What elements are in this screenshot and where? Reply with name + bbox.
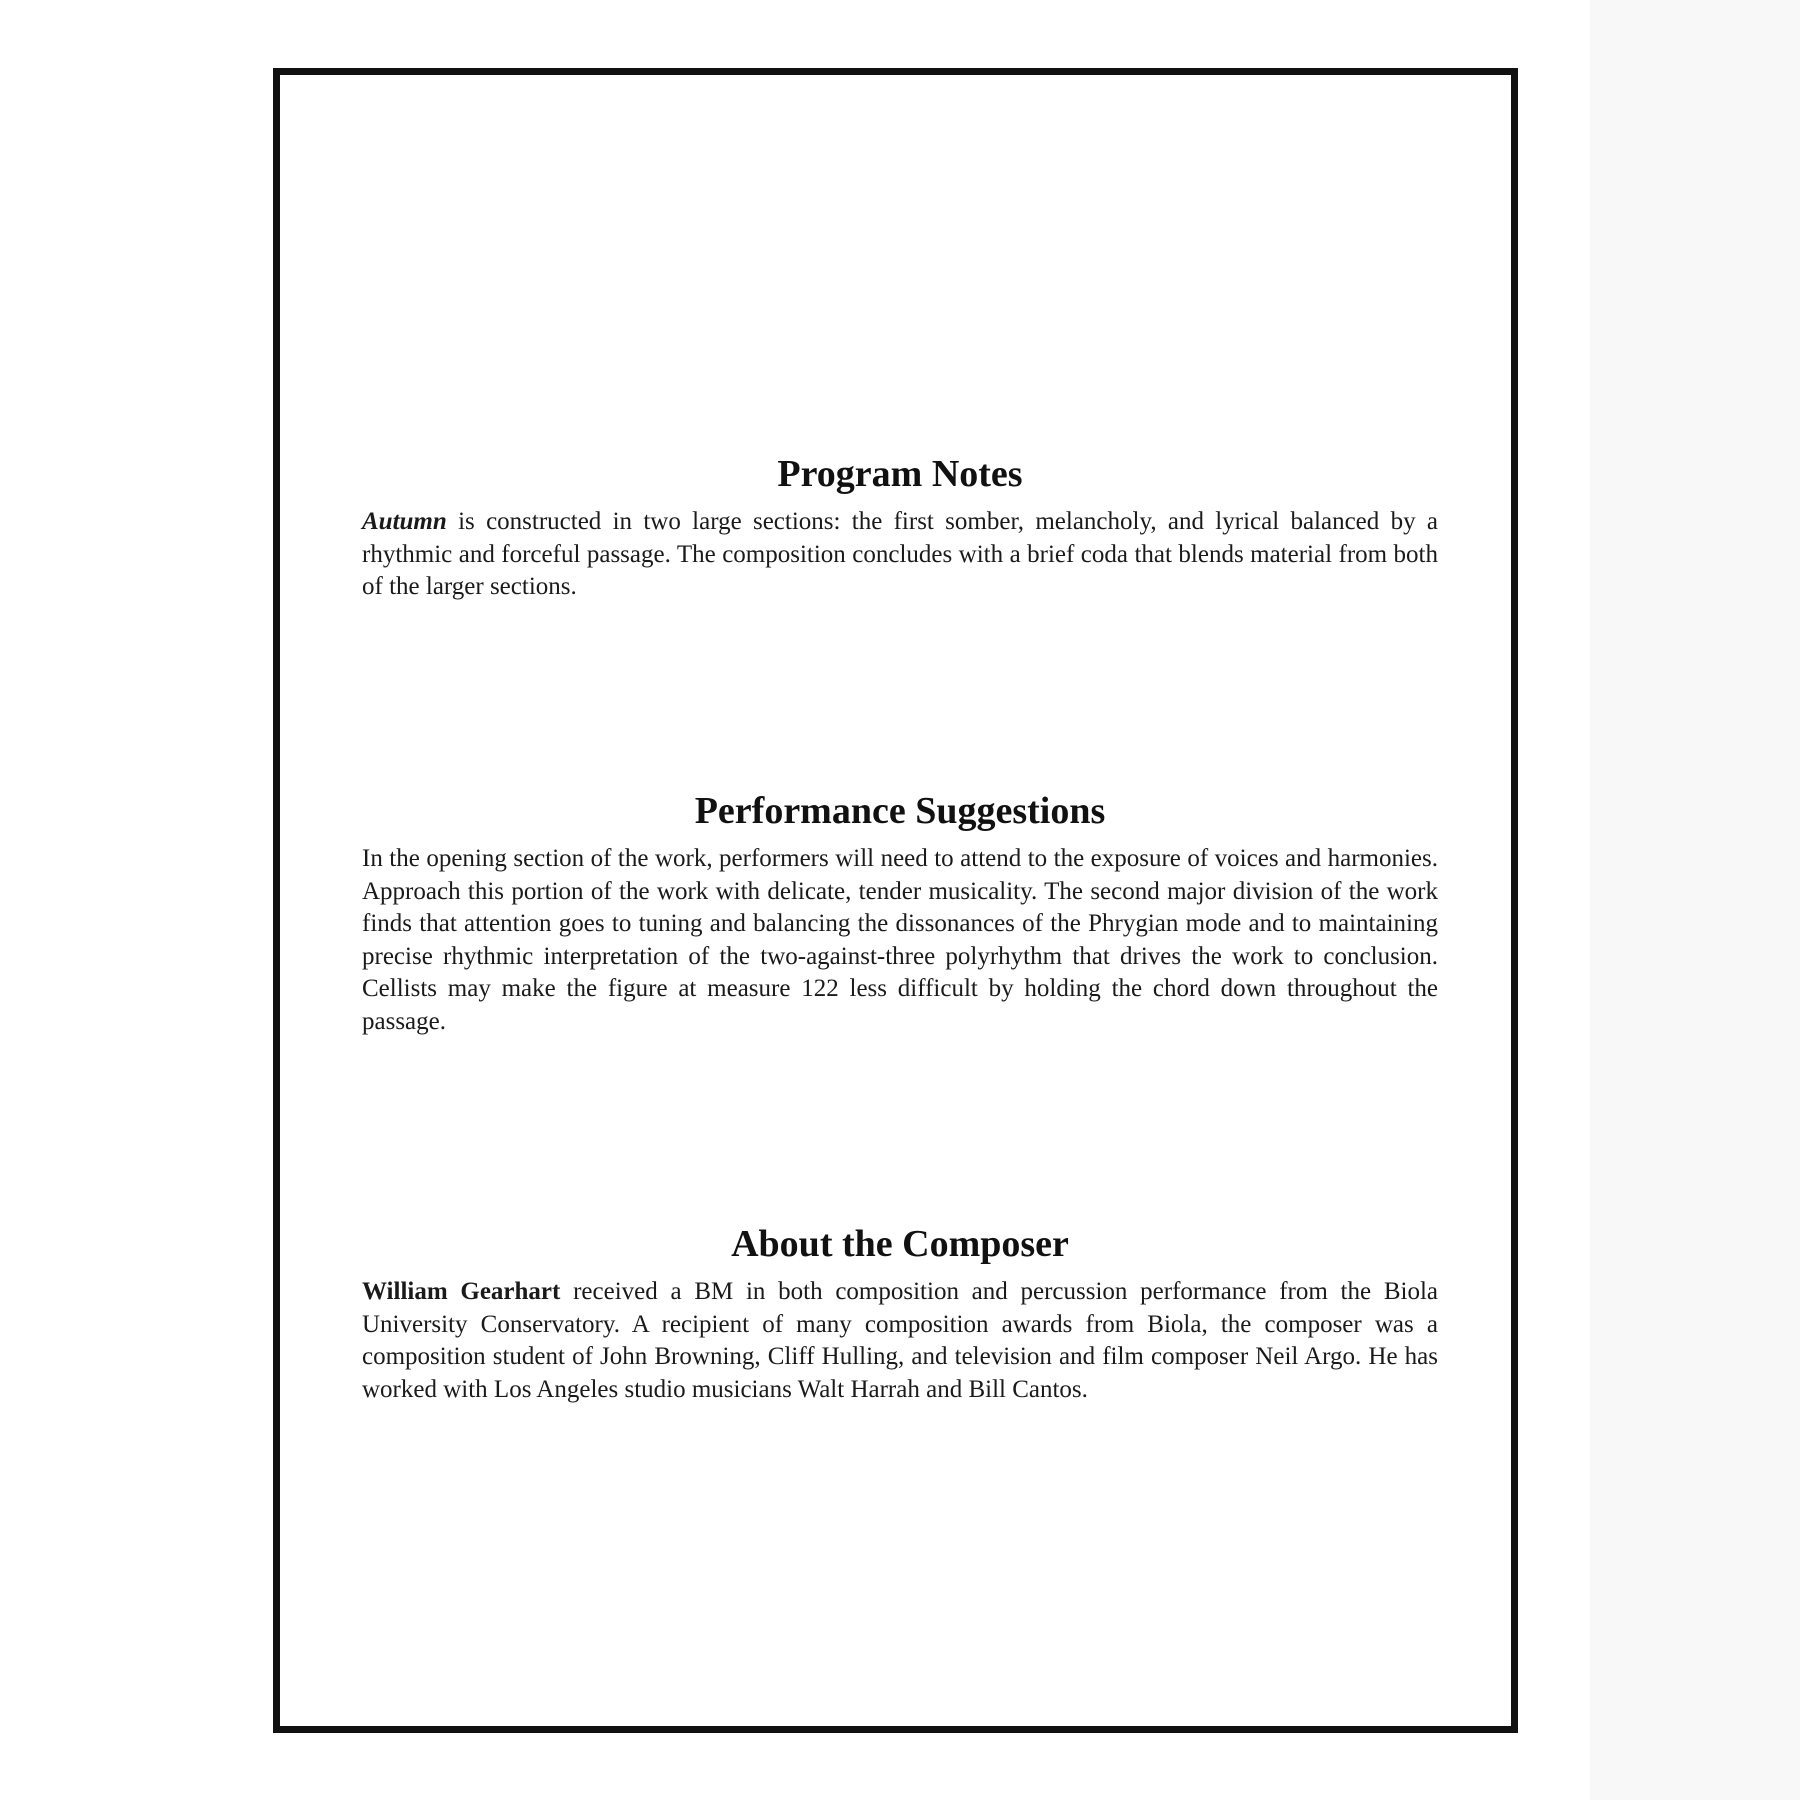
about-composer-heading: About the Composer [731, 1223, 1069, 1265]
program-notes-section [362, 452, 1438, 604]
program-notes-paragraph [362, 506, 1438, 604]
performance-suggestions-paragraph: In the opening section of the work, performers will need to attend to the exposure of voices and harmonies. Approach this portion of the work with delicate, tender musicality. The second major division of the work finds that attention goes to tuning and balancing the dissonances of the Phrygian mode and to maintaining precise rhythmic interpretation of the two-against-three polyrhythm that drives the work to conclusion. Cellists may make the figure at measure 122 less difficult by holding the chord down throughout the passage. [362, 845, 1438, 1035]
about-composer-paragraph [362, 1276, 1438, 1406]
page-edge-shade [1590, 0, 1800, 1800]
about-composer-section [362, 1222, 1438, 1406]
work-title: Autumn [362, 508, 447, 535]
performance-suggestions-heading: Performance Suggestions [694, 790, 1106, 832]
about-composer-text: received a BM in both composition and percussion performance from the Biola University Conservatory. A recipient of many composition awards from Biola, the composer was a composition student of John Browning, Cliff Hulling, and television and film composer Neil Argo. He has worked with Los Angeles studio musicians Walt Harrah and Bill Cantos. [362, 1278, 1438, 1403]
performance-suggestions-section [362, 789, 1438, 1038]
program-notes-text: is constructed in two large sections: the first somber, melancholy, and lyrical balanced by a rhythmic and forceful passage. The composition concludes with a brief coda that blends material from both of the larger sections. [362, 508, 1438, 600]
program-notes-heading: Program Notes [777, 453, 1023, 495]
composer-name: William Gearhart [362, 1278, 561, 1305]
